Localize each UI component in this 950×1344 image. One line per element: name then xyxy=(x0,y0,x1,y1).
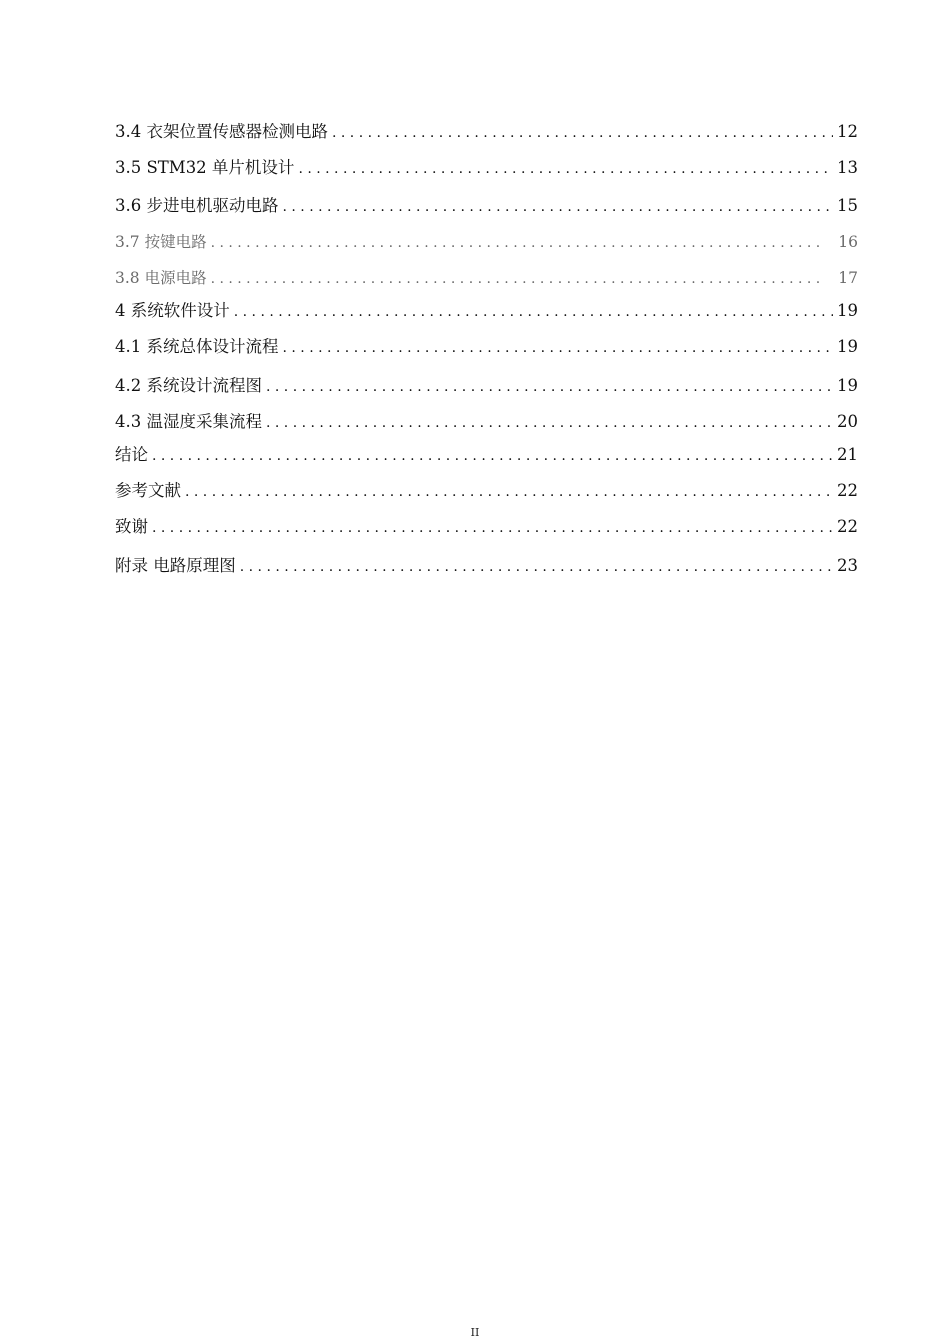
toc-dot-leader xyxy=(152,517,833,539)
toc-entry-page: 19 xyxy=(837,301,858,320)
toc-dot-leader xyxy=(266,376,833,398)
toc-entry[interactable] xyxy=(115,231,858,253)
toc-entry-title: 4.3 温湿度采集流程 xyxy=(115,412,262,431)
toc-entry-page: 21 xyxy=(837,445,858,464)
toc-entry-page: 20 xyxy=(837,412,858,431)
toc-entry-title: 3.4 衣架位置传感器检测电路 xyxy=(115,122,328,141)
toc-dot-leader xyxy=(185,481,833,503)
toc-entry-page: 22 xyxy=(837,517,858,536)
toc-entry-page: 15 xyxy=(837,196,858,215)
toc-entry[interactable] xyxy=(115,375,858,397)
toc-dot-leader xyxy=(240,556,833,578)
toc-entry[interactable] xyxy=(115,336,858,358)
toc-entry-title: 参考文献 xyxy=(115,481,181,500)
toc-entry-page: 12 xyxy=(837,122,858,141)
toc-entry-title: 附录 电路原理图 xyxy=(115,556,236,575)
toc-dot-leader xyxy=(332,122,833,144)
page-number: II xyxy=(470,1326,480,1339)
toc-dot-leader xyxy=(266,412,833,434)
toc-entry-title: 3.8 电源电路 xyxy=(115,269,207,287)
toc-entry-title: 3.6 步进电机驱动电路 xyxy=(115,196,279,215)
toc-entry[interactable] xyxy=(115,411,858,433)
toc-entry[interactable] xyxy=(115,300,858,322)
toc-entry[interactable] xyxy=(115,444,858,466)
toc-entry-title: 4 系统软件设计 xyxy=(115,301,230,320)
toc-entry-title: 致谢 xyxy=(115,517,148,536)
toc-entry[interactable] xyxy=(115,195,858,217)
toc-entry-page: 17 xyxy=(838,269,858,287)
toc-entry[interactable] xyxy=(115,555,858,577)
toc-dot-leader xyxy=(234,301,833,323)
toc-entry-title: 3.7 按键电路 xyxy=(115,233,207,251)
toc-dot-leader xyxy=(211,268,825,290)
toc-dot-leader xyxy=(211,232,825,254)
toc-entry[interactable] xyxy=(115,157,858,179)
toc-entry-page: 19 xyxy=(837,337,858,356)
toc-dot-leader xyxy=(283,337,834,359)
toc-dot-leader xyxy=(152,445,833,467)
toc-entry-title: 3.5 STM32 单片机设计 xyxy=(115,158,295,177)
toc-entry[interactable] xyxy=(115,267,858,289)
toc-entry[interactable] xyxy=(115,121,858,143)
toc-entry-page: 19 xyxy=(837,376,858,395)
toc-entry-page: 23 xyxy=(837,556,858,575)
toc-entry[interactable] xyxy=(115,480,858,502)
toc-dot-leader xyxy=(298,158,833,180)
toc-entry[interactable] xyxy=(115,516,858,538)
toc-entry-title: 4.2 系统设计流程图 xyxy=(115,376,262,395)
toc-dot-leader xyxy=(283,196,834,218)
toc-entry-page: 22 xyxy=(837,481,858,500)
toc-entry-title: 4.1 系统总体设计流程 xyxy=(115,337,279,356)
toc-entry-title: 结论 xyxy=(115,445,148,464)
toc-entry-page: 16 xyxy=(838,233,858,251)
toc-entry-page: 13 xyxy=(837,158,858,177)
